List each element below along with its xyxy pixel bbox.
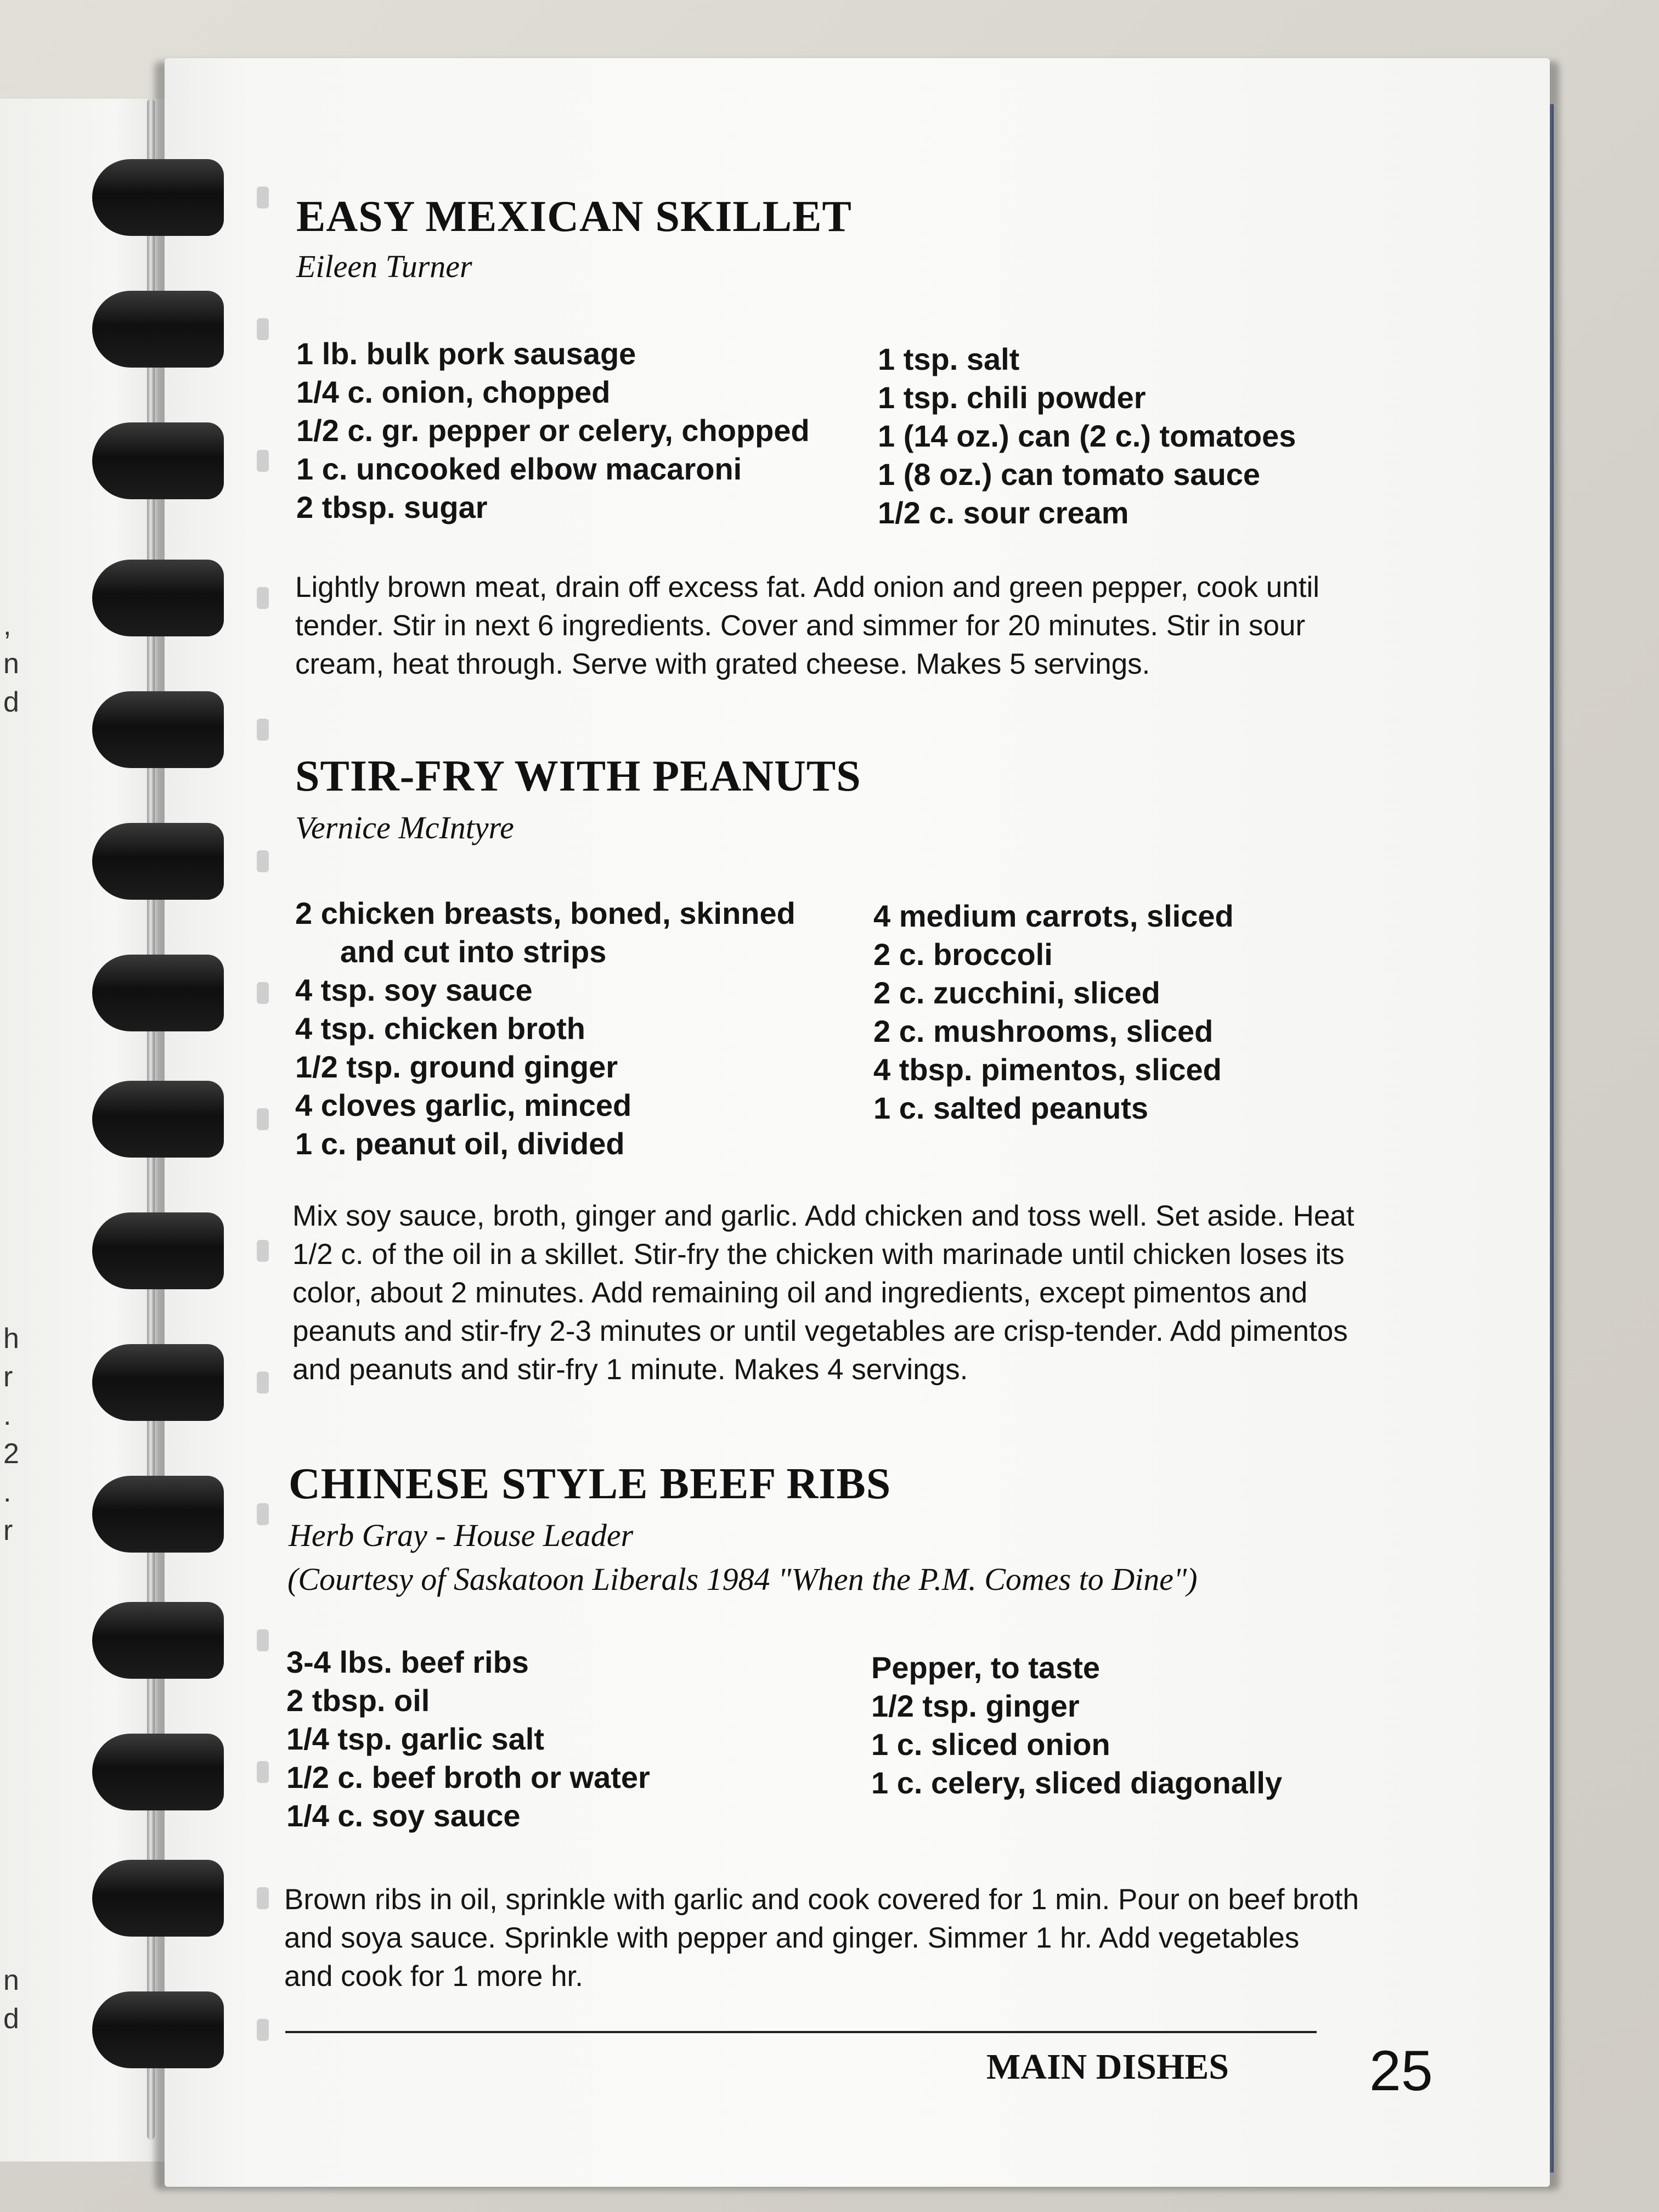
ingredient: 2 chicken breasts, boned, skinned xyxy=(295,896,795,930)
ingredients-right xyxy=(871,1649,1282,1802)
recipe-author: Herb Gray - House Leader xyxy=(289,1517,634,1553)
directions-line: Mix soy sauce, broth, ginger and garlic. Add chicken and toss well. Set aside. Heat xyxy=(292,1200,1355,1232)
ingredient: 1 c. sliced onion xyxy=(871,1727,1110,1762)
ingredients-left xyxy=(296,335,810,527)
ingredient: 1/4 c. soy sauce xyxy=(286,1798,521,1833)
directions-line: cream, heat through. Serve with grated cheese. Makes 5 servings. xyxy=(295,648,1150,680)
directions-line: and soya sauce. Sprinkle with pepper and ginger. Simmer 1 hr. Add vegetables xyxy=(284,1922,1300,1954)
previous-page-fragment: 2 xyxy=(3,1438,19,1470)
ingredient: 1 c. peanut oil, divided xyxy=(295,1126,625,1161)
ingredient: 4 tsp. chicken broth xyxy=(295,1011,585,1046)
directions-line: Lightly brown meat, drain off excess fat. Add onion and green pepper, cook until xyxy=(295,571,1320,603)
previous-page-fragment: n xyxy=(3,1965,19,1996)
ingredient: 2 c. mushrooms, sliced xyxy=(873,1014,1214,1048)
recipe-author: Vernice McIntyre xyxy=(295,810,514,845)
ingredient: 1/2 c. gr. pepper or celery, chopped xyxy=(296,413,810,448)
previous-page-fragment: r xyxy=(3,1361,13,1393)
ingredients-right xyxy=(878,340,1296,532)
ingredients-right xyxy=(873,897,1234,1127)
previous-page-fragment: , xyxy=(3,610,12,641)
ingredient: 1 (8 oz.) can tomato sauce xyxy=(878,457,1261,492)
page-number: 25 xyxy=(1369,2039,1433,2103)
recipe-courtesy-note: (Courtesy of Saskatoon Liberals 1984 "When the P.M. Comes to Dine") xyxy=(287,1561,1198,1597)
recipe-directions xyxy=(284,1881,1359,1996)
ingredient: 1/2 tsp. ginger xyxy=(871,1689,1080,1723)
ingredient: 1 (14 oz.) can (2 c.) tomatoes xyxy=(878,419,1296,453)
recipe-directions xyxy=(292,1197,1355,1389)
ingredient: 2 tbsp. sugar xyxy=(296,490,488,524)
ingredient: 3-4 lbs. beef ribs xyxy=(286,1645,529,1679)
ingredient: 1/2 tsp. ground ginger xyxy=(295,1049,618,1084)
ingredient: 1/2 c. sour cream xyxy=(878,495,1129,530)
recipe-directions xyxy=(295,568,1319,684)
ingredient: 2 tbsp. oil xyxy=(286,1683,430,1718)
previous-page-fragment: n xyxy=(3,648,19,680)
ingredient: and cut into strips xyxy=(340,934,607,969)
ingredients-left xyxy=(286,1643,650,1835)
directions-line: Brown ribs in oil, sprinkle with garlic and cook covered for 1 min. Pour on beef broth xyxy=(284,1883,1359,1916)
previous-page-fragment: . xyxy=(3,1476,12,1508)
ingredient: 1 c. celery, sliced diagonally xyxy=(871,1765,1283,1800)
recipe-title: STIR-FRY WITH PEANUTS xyxy=(295,752,861,800)
previous-page-fragment: d xyxy=(3,686,19,718)
directions-line: and peanuts and stir-fry 1 minute. Makes 4 servings. xyxy=(292,1353,968,1386)
recipe-title: CHINESE STYLE BEEF RIBS xyxy=(289,1460,891,1508)
ingredient: 1/2 c. beef broth or water xyxy=(286,1760,650,1795)
ingredient: 2 c. zucchini, sliced xyxy=(873,975,1160,1010)
ingredient: 1 tsp. salt xyxy=(878,342,1020,376)
ingredient: 1 lb. bulk pork sausage xyxy=(296,336,636,371)
ingredient: 1 c. uncooked elbow macaroni xyxy=(296,452,742,486)
ingredient: 4 cloves garlic, minced xyxy=(295,1088,632,1122)
ingredient: 4 medium carrots, sliced xyxy=(873,899,1234,933)
ingredient: 4 tsp. soy sauce xyxy=(295,973,533,1007)
footer-rule xyxy=(285,2031,1317,2033)
previous-page-fragment: d xyxy=(3,2003,19,2035)
previous-page-fragment: . xyxy=(3,1400,12,1431)
directions-line: tender. Stir in next 6 ingredients. Cover and simmer for 20 minutes. Stir in sour xyxy=(295,610,1306,642)
directions-line: and cook for 1 more hr. xyxy=(284,1960,584,1993)
directions-line: peanuts and stir-fry 2-3 minutes or until vegetables are crisp-tender. Add pimentos xyxy=(292,1315,1348,1347)
directions-line: color, about 2 minutes. Add remaining oil and ingredients, except pimentos and xyxy=(292,1277,1308,1309)
ingredient: 1/4 tsp. garlic salt xyxy=(286,1722,544,1756)
previous-page-fragment: h xyxy=(3,1323,19,1355)
ingredient: 1 c. salted peanuts xyxy=(873,1091,1149,1125)
ingredient: 4 tbsp. pimentos, sliced xyxy=(873,1052,1222,1087)
recipe-author: Eileen Turner xyxy=(296,249,472,284)
ingredient: 1 tsp. chili powder xyxy=(878,380,1146,415)
section-label: MAIN DISHES xyxy=(986,2047,1229,2087)
ingredient: 2 c. broccoli xyxy=(873,937,1053,972)
ingredient: Pepper, to taste xyxy=(871,1650,1101,1685)
ingredients-left xyxy=(295,894,795,1163)
directions-line: 1/2 c. of the oil in a skillet. Stir-fry the chicken with marinade until chicken loses its xyxy=(292,1238,1345,1271)
previous-page-fragment: r xyxy=(3,1515,13,1547)
recipe-title: EASY MEXICAN SKILLET xyxy=(296,193,852,241)
ingredient: 1/4 c. onion, chopped xyxy=(296,375,611,409)
